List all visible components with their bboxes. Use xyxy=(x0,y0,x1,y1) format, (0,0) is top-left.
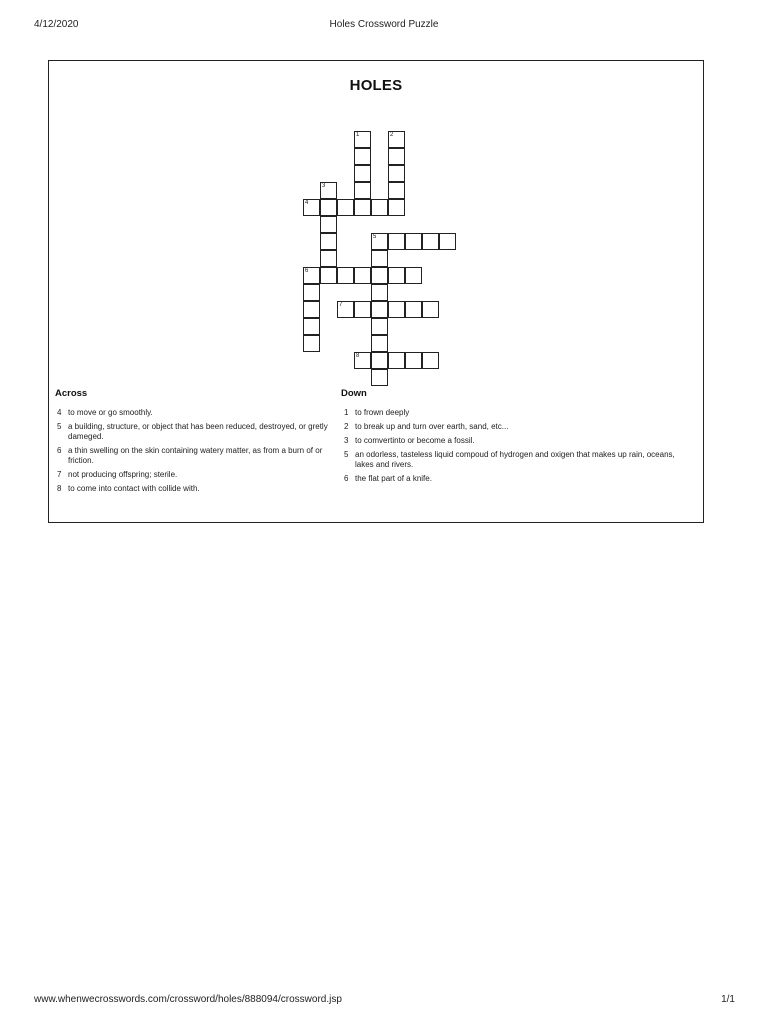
grid-cell xyxy=(405,352,422,369)
down-clue xyxy=(336,474,686,484)
grid-cell xyxy=(371,284,388,301)
down-clue xyxy=(336,450,686,470)
clue-number: 7 xyxy=(57,470,62,479)
clue-text: to comvertinto or become a fossil. xyxy=(355,436,475,445)
grid-cell-number: 5 xyxy=(373,234,377,240)
grid-cell xyxy=(371,301,388,318)
grid-cell xyxy=(405,267,422,284)
grid-cell xyxy=(388,301,405,318)
down-clue xyxy=(336,436,686,446)
grid-cell xyxy=(388,352,405,369)
clue-number: 2 xyxy=(344,422,349,431)
across-clue-list xyxy=(49,408,339,498)
print-footer-url: www.whenwecrosswords.com/crossword/holes/888094/crossword.jsp xyxy=(34,994,342,1005)
grid-cell xyxy=(422,301,439,318)
grid-cell xyxy=(354,182,371,199)
grid-cell xyxy=(422,352,439,369)
grid-cell xyxy=(439,233,456,250)
across-clue xyxy=(49,408,339,418)
grid-cell xyxy=(405,301,422,318)
across-clue xyxy=(49,470,339,480)
across-clue xyxy=(49,422,339,442)
clue-number: 3 xyxy=(344,436,349,445)
grid-cell xyxy=(371,250,388,267)
clue-text: the flat part of a knife. xyxy=(355,474,432,483)
puzzle-title: HOLES xyxy=(349,77,403,94)
clue-number: 4 xyxy=(57,408,62,417)
grid-cell xyxy=(354,301,371,318)
grid-cell xyxy=(354,148,371,165)
grid-cell xyxy=(320,216,337,233)
grid-cell xyxy=(388,148,405,165)
grid-cell xyxy=(354,352,371,369)
grid-cell xyxy=(303,267,320,284)
print-header-title: Holes Crossword Puzzle xyxy=(329,19,439,30)
grid-cell xyxy=(354,199,371,216)
clue-number: 8 xyxy=(57,484,62,493)
grid-cell-number: 8 xyxy=(356,353,360,359)
clue-text: to break up and turn over earth, sand, etc... xyxy=(355,422,509,431)
grid-cell xyxy=(320,267,337,284)
grid-cell-number: 6 xyxy=(305,268,309,274)
clue-number: 5 xyxy=(57,422,62,431)
grid-cell xyxy=(371,318,388,335)
grid-cell xyxy=(337,199,354,216)
grid-cell xyxy=(337,267,354,284)
grid-cell xyxy=(337,301,354,318)
grid-cell xyxy=(371,233,388,250)
grid-cell xyxy=(320,233,337,250)
grid-cell xyxy=(354,267,371,284)
clue-text: a building, structure, or object that has been reduced, destroyed, or gretly dameged. xyxy=(68,422,328,441)
grid-cell-number: 1 xyxy=(356,132,360,138)
clue-text: to move or go smoothly. xyxy=(68,408,153,417)
clue-text: not producing offspring; sterile. xyxy=(68,470,178,479)
crossword-grid xyxy=(49,61,705,391)
grid-cell xyxy=(303,335,320,352)
grid-cell xyxy=(388,199,405,216)
clue-number: 1 xyxy=(344,408,349,417)
clue-text: a thin swelling on the skin containing watery matter, as from a burn of or friction. xyxy=(68,446,323,465)
grid-cell xyxy=(303,284,320,301)
puzzle-frame xyxy=(48,60,704,523)
down-clue-list xyxy=(336,408,686,488)
grid-cell xyxy=(320,182,337,199)
grid-cell xyxy=(303,318,320,335)
grid-cell xyxy=(371,267,388,284)
grid-cell-number: 7 xyxy=(339,302,343,308)
down-heading: Down xyxy=(341,388,367,399)
down-clue xyxy=(336,408,686,418)
across-clue xyxy=(49,446,339,466)
print-page-number: 1/1 xyxy=(721,994,735,1005)
clue-number: 5 xyxy=(344,450,349,459)
clue-text: an odorless, tasteless liquid compoud of hydrogen and oxigen that makes up rain, oceans, lakes and rivers. xyxy=(355,450,675,469)
grid-cell xyxy=(405,233,422,250)
grid-cell xyxy=(354,165,371,182)
grid-cell xyxy=(371,335,388,352)
down-clue xyxy=(336,422,686,432)
grid-cell-number: 3 xyxy=(322,183,326,189)
grid-cell xyxy=(388,165,405,182)
grid-cell xyxy=(388,182,405,199)
grid-cell xyxy=(303,199,320,216)
grid-cell xyxy=(354,131,371,148)
clue-text: to frown deeply xyxy=(355,408,410,417)
across-clue xyxy=(49,484,339,494)
grid-cell xyxy=(371,199,388,216)
clue-number: 6 xyxy=(57,446,62,455)
grid-cell xyxy=(388,267,405,284)
grid-cell xyxy=(388,131,405,148)
clue-number: 6 xyxy=(344,474,349,483)
grid-cell xyxy=(371,352,388,369)
clue-text: to come into contact with collide with. xyxy=(68,484,200,493)
grid-cell xyxy=(422,233,439,250)
grid-cell xyxy=(320,199,337,216)
grid-cell-number: 2 xyxy=(390,132,394,138)
grid-cell xyxy=(388,233,405,250)
across-heading: Across xyxy=(55,388,88,399)
grid-cell xyxy=(320,250,337,267)
print-date: 4/12/2020 xyxy=(34,19,79,30)
grid-cell xyxy=(303,301,320,318)
grid-cell-number: 4 xyxy=(305,200,309,206)
grid-cell xyxy=(371,369,388,386)
